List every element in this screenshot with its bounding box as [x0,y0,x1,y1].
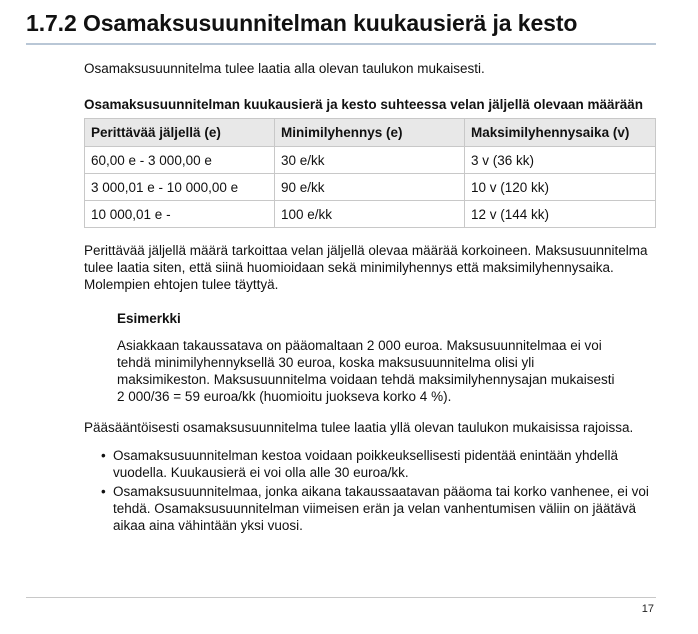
table-cell: 3 000,01 e - 10 000,00 e [85,174,275,201]
list-item-text: Osamaksusuunnitelmaa, jonka aikana takaussaatavan pääoma tai korko vanhenee, ei voi tehdä. Osamaksusuunnitelman viimeisen erän ja velan vanhentumisen väliin on jäätävä aikaa aina vähintään yksi vuosi. [113,484,649,533]
bullet-icon: • [101,484,106,499]
table-caption: Osamaksusuunnitelman kuukausierä ja kesto suhteessa velan jäljellä olevaan määrään [84,97,644,112]
list-item [84,483,656,534]
rule-paragraph: Pääsääntöisesti osamaksusuunnitelma tulee laatia yllä olevan taulukon mukaisissa rajoissa. [84,420,634,435]
column-header: Minimilyhennys (e) [275,119,465,147]
footer-divider [26,597,656,598]
bullet-list [84,447,656,534]
table-cell: 10 v (120 kk) [465,174,656,201]
table-row [85,147,656,174]
example-title: Esimerkki [117,311,181,326]
list-item [84,447,656,481]
intro-paragraph: Osamaksusuunnitelma tulee laatia alla olevan taulukon mukaisesti. [84,61,485,76]
installment-table [84,118,656,228]
list-item-text: Osamaksusuunnitelman kestoa voidaan poikkeuksellisesti pidentää enintään yhdellä vuodella. Kuukausierä ei voi olla alle 30 euroa/kk. [113,448,619,480]
example-box [117,310,622,405]
table-cell: 90 e/kk [275,174,465,201]
table-cell: 30 e/kk [275,147,465,174]
page-heading: 1.7.2 Osamaksusuunnitelman kuukausierä ja kesto [26,10,656,45]
table-row [85,201,656,228]
column-header: Maksimilyhennysaika (v) [465,119,656,147]
table-cell: 3 v (36 kk) [465,147,656,174]
table-row [85,174,656,201]
table-cell: 12 v (144 kk) [465,201,656,228]
example-text: Asiakkaan takaussatava on pääomaltaan 2 000 euroa. Maksusuunnitelmaa ei voi tehdä minimilyhennyksellä 30 euroa, koska maksusuunnitelma olisi yli maksimikeston. Maksusuunnitelma voidaan tehdä maksimilyhennysajan mukaisesti 2 000/36 = 59 euroa/kk (huomioitu juokseva korko 4 %). [117,338,615,404]
column-header: Perittävää jäljellä (e) [85,119,275,147]
page-number: 17 [641,603,654,615]
table-cell: 10 000,01 e - [85,201,275,228]
bullet-icon: • [101,448,106,463]
table-cell: 100 e/kk [275,201,465,228]
table-header-row [85,119,656,147]
explanation-paragraph: Perittävää jäljellä määrä tarkoittaa velan jäljellä olevaa määrää korkoineen. Maksusuunnitelma tulee laatia siten, että siinä huomioidaan sekä minimilyhennys että maksimilyhennysaika. Molempien ehtojen tulee täyttyä. [84,243,648,292]
table-cell: 60,00 e - 3 000,00 e [85,147,275,174]
document-body [84,60,656,536]
